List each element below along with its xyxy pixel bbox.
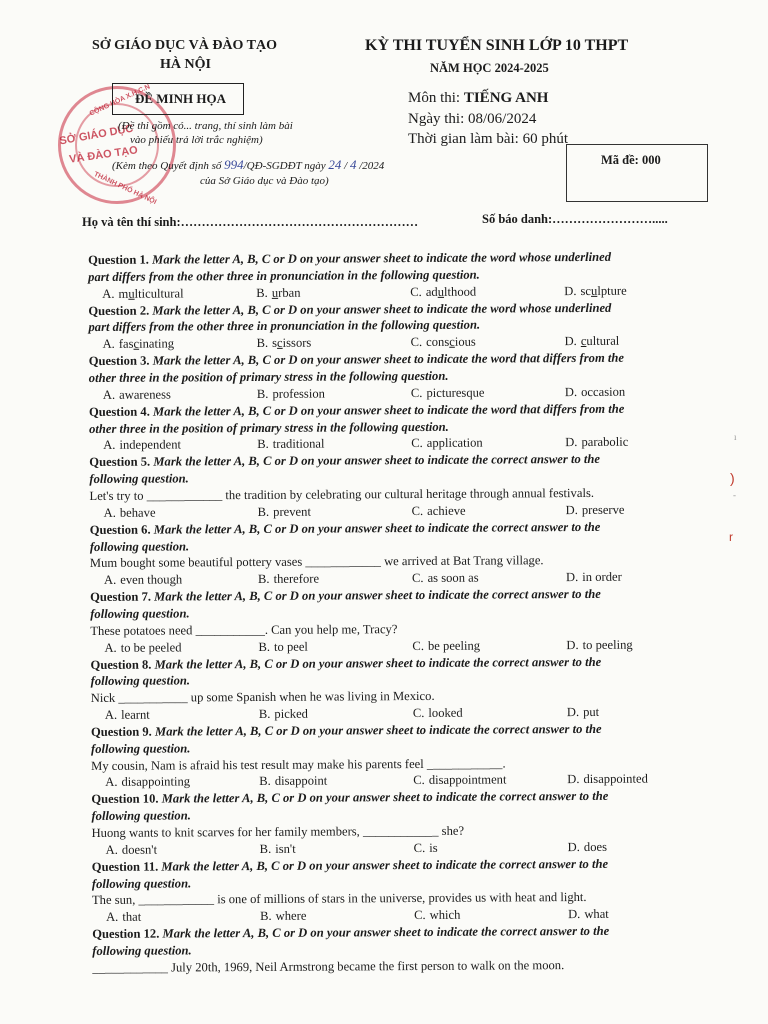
answer-option-b: B. therefore: [257, 571, 320, 587]
margin-mark: r: [729, 530, 733, 544]
answer-option-c: C. picturesque: [410, 385, 485, 400]
question-instruction-line: Question 6. Mark the letter A, B, C or D on your answer sheet to indicate the correct answer to the: [89, 519, 601, 537]
answer-option-a: A. doesn't: [105, 842, 158, 857]
question-number: Question 3.: [88, 353, 150, 369]
answer-option-d: D. parabolic: [565, 435, 629, 450]
question-7: [90, 585, 698, 656]
answer-option-c: C. disappointment: [413, 772, 507, 788]
answer-option-d: D. disappointed: [567, 771, 648, 787]
page-note-line2: vào phiếu trả lời trắc nghiệm): [130, 134, 263, 146]
question-instruction-line: other three in the position of primary stress in the following question.: [89, 419, 449, 436]
answer-option-a: A. behave: [103, 505, 156, 520]
exam-duration: Thời gian làm bài: 60 phút: [408, 131, 568, 147]
question-instruction-line: part differs from the other three in pronunciation in the following question.: [88, 317, 481, 335]
answer-option-a: A. awareness: [102, 387, 171, 402]
question-12: [92, 922, 700, 976]
question-number: Question 10.: [91, 791, 159, 807]
decision-line2: của Sở Giáo dục và Đào tạo): [200, 175, 329, 187]
question-number: Question 7.: [90, 589, 152, 605]
question-10: [91, 788, 699, 859]
answer-option-d: D. cultural: [564, 333, 620, 349]
question-5: [89, 451, 697, 522]
question-instruction-line: following question.: [90, 741, 191, 756]
question-instruction-line: Question 8. Mark the letter A, B, C or D on your answer sheet to indicate the correct answer to the: [90, 654, 602, 672]
subject-line: Môn thi: TIẾNG ANH: [408, 90, 549, 106]
question-instruction-line: Question 9. Mark the letter A, B, C or D on your answer sheet to indicate the correct answer to the: [90, 721, 602, 739]
answer-option-b: B. isn't: [259, 841, 296, 856]
answer-option-c: C. is: [413, 840, 438, 855]
answer-option-c: C. which: [414, 907, 461, 923]
question-instruction-line: following question.: [89, 538, 190, 554]
question-stem: The sun, ____________ is one of millions of stars in the universe, provides us with heat and light.: [91, 890, 587, 908]
question-instruction-line: Question 10. Mark the letter A, B, C or D on your answer sheet to indicate the correct answer to the: [91, 789, 609, 807]
question-instruction-line: other three in the position of primary stress in the following question.: [88, 368, 449, 385]
answer-option-b: B. to peel: [258, 639, 308, 654]
answer-option-c: C. be peeling: [412, 638, 481, 653]
question-number: Question 11.: [91, 859, 159, 874]
question-number: Question 8.: [90, 657, 152, 672]
answer-option-b: B. scissors: [256, 335, 312, 351]
question-3: [89, 349, 697, 403]
question-2: [88, 299, 696, 353]
question-stem: ____________ July 20th, 1969, Neil Armstrong became the first person to walk on the moon.: [92, 957, 565, 975]
question-instruction-line: Question 12. Mark the letter A, B, C or D on your answer sheet to indicate the correct answer to the: [92, 923, 610, 942]
answer-option-a: A. fascinating: [102, 336, 175, 352]
question-instruction-line: Question 1. Mark the letter A, B, C or D on your answer sheet to indicate the word whose underlined: [88, 249, 612, 267]
question-stem: Huong wants to knit scarves for her family members, ____________ she?: [91, 823, 465, 840]
answer-option-b: B. urban: [256, 285, 301, 300]
question-instruction-line: following question.: [90, 606, 190, 621]
question-instruction-line: Question 3. Mark the letter A, B, C or D on your answer sheet to indicate the word that differs from the: [88, 350, 625, 369]
answer-option-c: C. adulthood: [410, 284, 477, 299]
answer-option-a: A. that: [106, 909, 142, 925]
question-instruction-line: Question 7. Mark the letter A, B, C or D on your answer sheet to indicate the correct answer to the: [90, 587, 601, 605]
exam-code: Mã đề: 000: [601, 153, 661, 167]
school-year: NĂM HỌC 2024-2025: [430, 61, 549, 75]
question-number: Question 6.: [89, 522, 151, 537]
question-number: Question 5.: [89, 454, 151, 470]
answer-option-c: C. looked: [412, 705, 463, 720]
question-instruction-line: Question 11. Mark the letter A, B, C or D on your answer sheet to indicate the correct answer to the: [91, 856, 609, 874]
questions-list: [88, 248, 700, 976]
answer-option-a: A. independent: [103, 437, 182, 453]
answer-option-d: D. occasion: [564, 384, 626, 399]
exam-title: KỲ THI TUYỂN SINH LỚP 10 THPT: [365, 37, 629, 54]
question-stem: Mum bought some beautiful pottery vases ____________ we arrived at Bat Trang village.: [89, 553, 544, 571]
question-instruction-line: following question.: [91, 808, 191, 824]
margin-mark: ı: [734, 432, 737, 442]
question-instruction-line: following question.: [90, 673, 191, 689]
answer-option-b: B. traditional: [257, 436, 325, 452]
answer-option-d: D. does: [567, 839, 608, 854]
decision-line1: (Kèm theo Quyết định số 994/QĐ-SGDĐT ngày 24 / 4 /2024: [112, 157, 385, 172]
question-instruction-line: Question 5. Mark the letter A, B, C or D on your answer sheet to indicate the correct answer to the: [89, 452, 601, 470]
answer-option-c: C. application: [411, 435, 483, 451]
answer-option-b: B. disappoint: [259, 773, 328, 789]
answer-option-b: B. picked: [258, 706, 309, 721]
question-6: [90, 518, 698, 589]
margin-mark: -: [733, 490, 736, 500]
question-11: [92, 855, 700, 926]
sample-exam-box: [112, 83, 244, 115]
question-instruction-line: Question 2. Mark the letter A, B, C or D on your answer sheet to indicate the word whose underlined: [88, 300, 612, 318]
exam-code-box: [566, 144, 708, 202]
question-number: Question 2.: [88, 303, 150, 318]
answer-option-a: A. multicultural: [102, 286, 184, 301]
official-seal-stamp: CỘNG HÒA X.H.C.N SỞ GIÁO DỤC VÀ ĐÀO TẠO THÀNH PHỐ HÀ NỘI: [58, 86, 176, 204]
answer-option-d: D. in order: [565, 569, 622, 585]
question-stem: Let's try to ____________ the tradition by celebrating our cultural heritage through annual festivals.: [89, 485, 595, 503]
question-number: Question 4.: [88, 404, 150, 419]
question-1: [88, 248, 696, 302]
answer-option-c: C. conscious: [410, 334, 476, 350]
answer-option-d: D. put: [566, 704, 600, 720]
answer-option-b: B. profession: [256, 386, 325, 401]
candidate-id-field: Số báo danh:…………………….....: [482, 212, 668, 226]
answer-option-c: C. achieve: [411, 503, 466, 518]
department-city: HÀ NỘI: [160, 57, 211, 72]
question-8: [90, 653, 698, 724]
answer-option-a: A. disappointing: [105, 774, 191, 790]
answer-option-d: D. to peeling: [566, 637, 633, 652]
question-instruction-line: part differs from the other three in pronunciation in the following question.: [88, 267, 480, 284]
margin-mark: ): [730, 470, 735, 486]
department-name: SỞ GIÁO DỤC VÀ ĐÀO TẠO: [92, 38, 278, 53]
question-4: [89, 400, 697, 454]
answer-option-a: A. to be peeled: [104, 639, 182, 655]
question-stem: Nick ___________ up some Spanish when he was living in Mexico.: [90, 689, 435, 706]
question-instruction-line: following question.: [89, 471, 189, 487]
exam-date: Ngày thi: 08/06/2024: [408, 111, 537, 127]
answer-option-b: B. prevent: [257, 504, 311, 519]
answer-option-d: D. what: [568, 906, 609, 922]
page-note-line1: (Đề thi gồm có... trang, thí sinh làm bài: [118, 120, 293, 132]
answer-option-d: D. preserve: [565, 502, 625, 517]
question-instruction-line: following question.: [91, 875, 192, 891]
question-number: Question 12.: [92, 926, 160, 942]
question-stem: My cousin, Nam is afraid his test result may make his parents feel ____________.: [91, 755, 506, 773]
answer-option-c: C. as soon as: [411, 570, 479, 586]
question-instruction-line: following question.: [92, 943, 192, 958]
answer-option-b: B. where: [260, 908, 307, 924]
question-9: [91, 720, 699, 791]
question-stem: These potatoes need ___________. Can you help me, Tracy?: [90, 621, 398, 638]
question-number: Question 9.: [90, 724, 152, 739]
question-instruction-line: Question 4. Mark the letter A, B, C or D on your answer sheet to indicate the word that differs from the: [88, 401, 625, 419]
answer-option-d: D. sculpture: [564, 283, 627, 298]
candidate-name-field: Họ và tên thí sinh:…………………………………………………: [82, 215, 419, 229]
answer-option-a: A. learnt: [104, 707, 150, 722]
answer-option-a: A. even though: [103, 572, 183, 588]
sample-exam-label: ĐỀ MINH HỌA: [135, 91, 226, 106]
question-number: Question 1.: [88, 252, 149, 267]
